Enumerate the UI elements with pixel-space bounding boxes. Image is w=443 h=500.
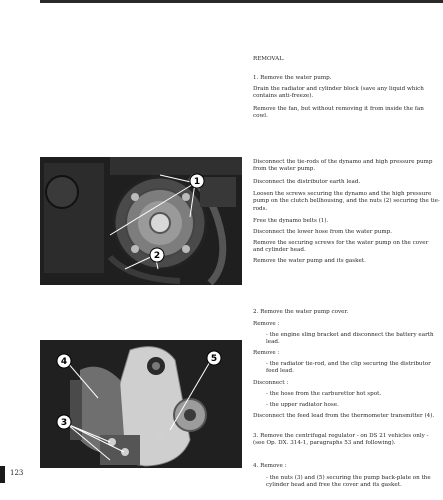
step-1-lower-hose: Disconnect the lower hose from the water pump. [253,229,393,235]
callout-4 [57,354,71,368]
svg-text:4: 4 [60,357,68,367]
callout-5 [207,351,221,365]
step-4-heading: 4. Remove : [253,463,287,469]
step-3-centrifugal-regulator: 3. Remove the centrifugal regulator - on DS 21 vehicles only - (see Op. DX. 314-1, paragraphs 53 and following). [253,433,429,447]
figure-water-pump-photo [40,157,242,285]
remove-radiator-tie-rod: - the radiator tie-rod, and the clip securing the distributor feed lead. [266,361,431,375]
step-1-drain: Drain the radiator and cylinder block (save any liquid which contains anti-freeze). [253,86,424,100]
step-1-distributor: Disconnect the distributor earth lead. [253,179,361,185]
disconnect-radiator-hose: - the upper radiator hose. [266,402,339,408]
section-title: REMOVAL. [253,56,285,62]
remove-label-1: Remove : [253,321,280,327]
disconnect-label: Disconnect : [253,380,289,386]
step-1-tie-rods: Disconnect the tie-rods of the dynamo and high pressure pump from the water pump. [253,159,433,173]
disconnect-feed-lead: Disconnect the feed lead from the thermometer transmitter (4). [253,413,435,419]
step-1-heading: 1. Remove the water pump. [253,75,332,81]
step-1-fan: Remove the fan, but without removing it from inside the fan cowl. [253,106,424,120]
figure-pump-cover-photo [40,340,242,468]
step-2-heading: 2. Remove the water pump cover. [253,309,349,315]
callout-2 [150,248,164,262]
step-1-loosen: Loosen the screws securing the dynamo and the high pressure pump on the clutch bellhousing, and the nuts (2) securing the tie-rods. [253,191,440,212]
page-marker [0,466,5,483]
step-1-belts: Free the dynamo belts (1). [253,218,329,224]
step-1-securing-screws: Remove the securing screws for the water pump on the cover and cylinder head. [253,240,429,254]
remove-nuts: - the nuts (3) and (5) securing the pump back-plate on the cylinder head and free the cover and its gasket. [266,475,431,489]
top-rule [40,0,443,3]
svg-text:5: 5 [210,354,218,364]
disconnect-hot-spot-hose: - the hose from the carburettor hot spot. [266,391,382,397]
remove-sling-bracket: - the engine sling bracket and disconnect the battery earth lead. [266,332,434,346]
page-number: 123 [10,469,24,477]
callout-3 [57,415,71,429]
svg-text:3: 3 [60,418,68,428]
remove-label-2: Remove : [253,350,280,356]
step-1-remove-pump: Remove the water pump and its gasket. [253,258,366,264]
svg-text:1: 1 [193,177,201,187]
callout-1 [190,174,204,188]
svg-text:2: 2 [153,251,161,261]
